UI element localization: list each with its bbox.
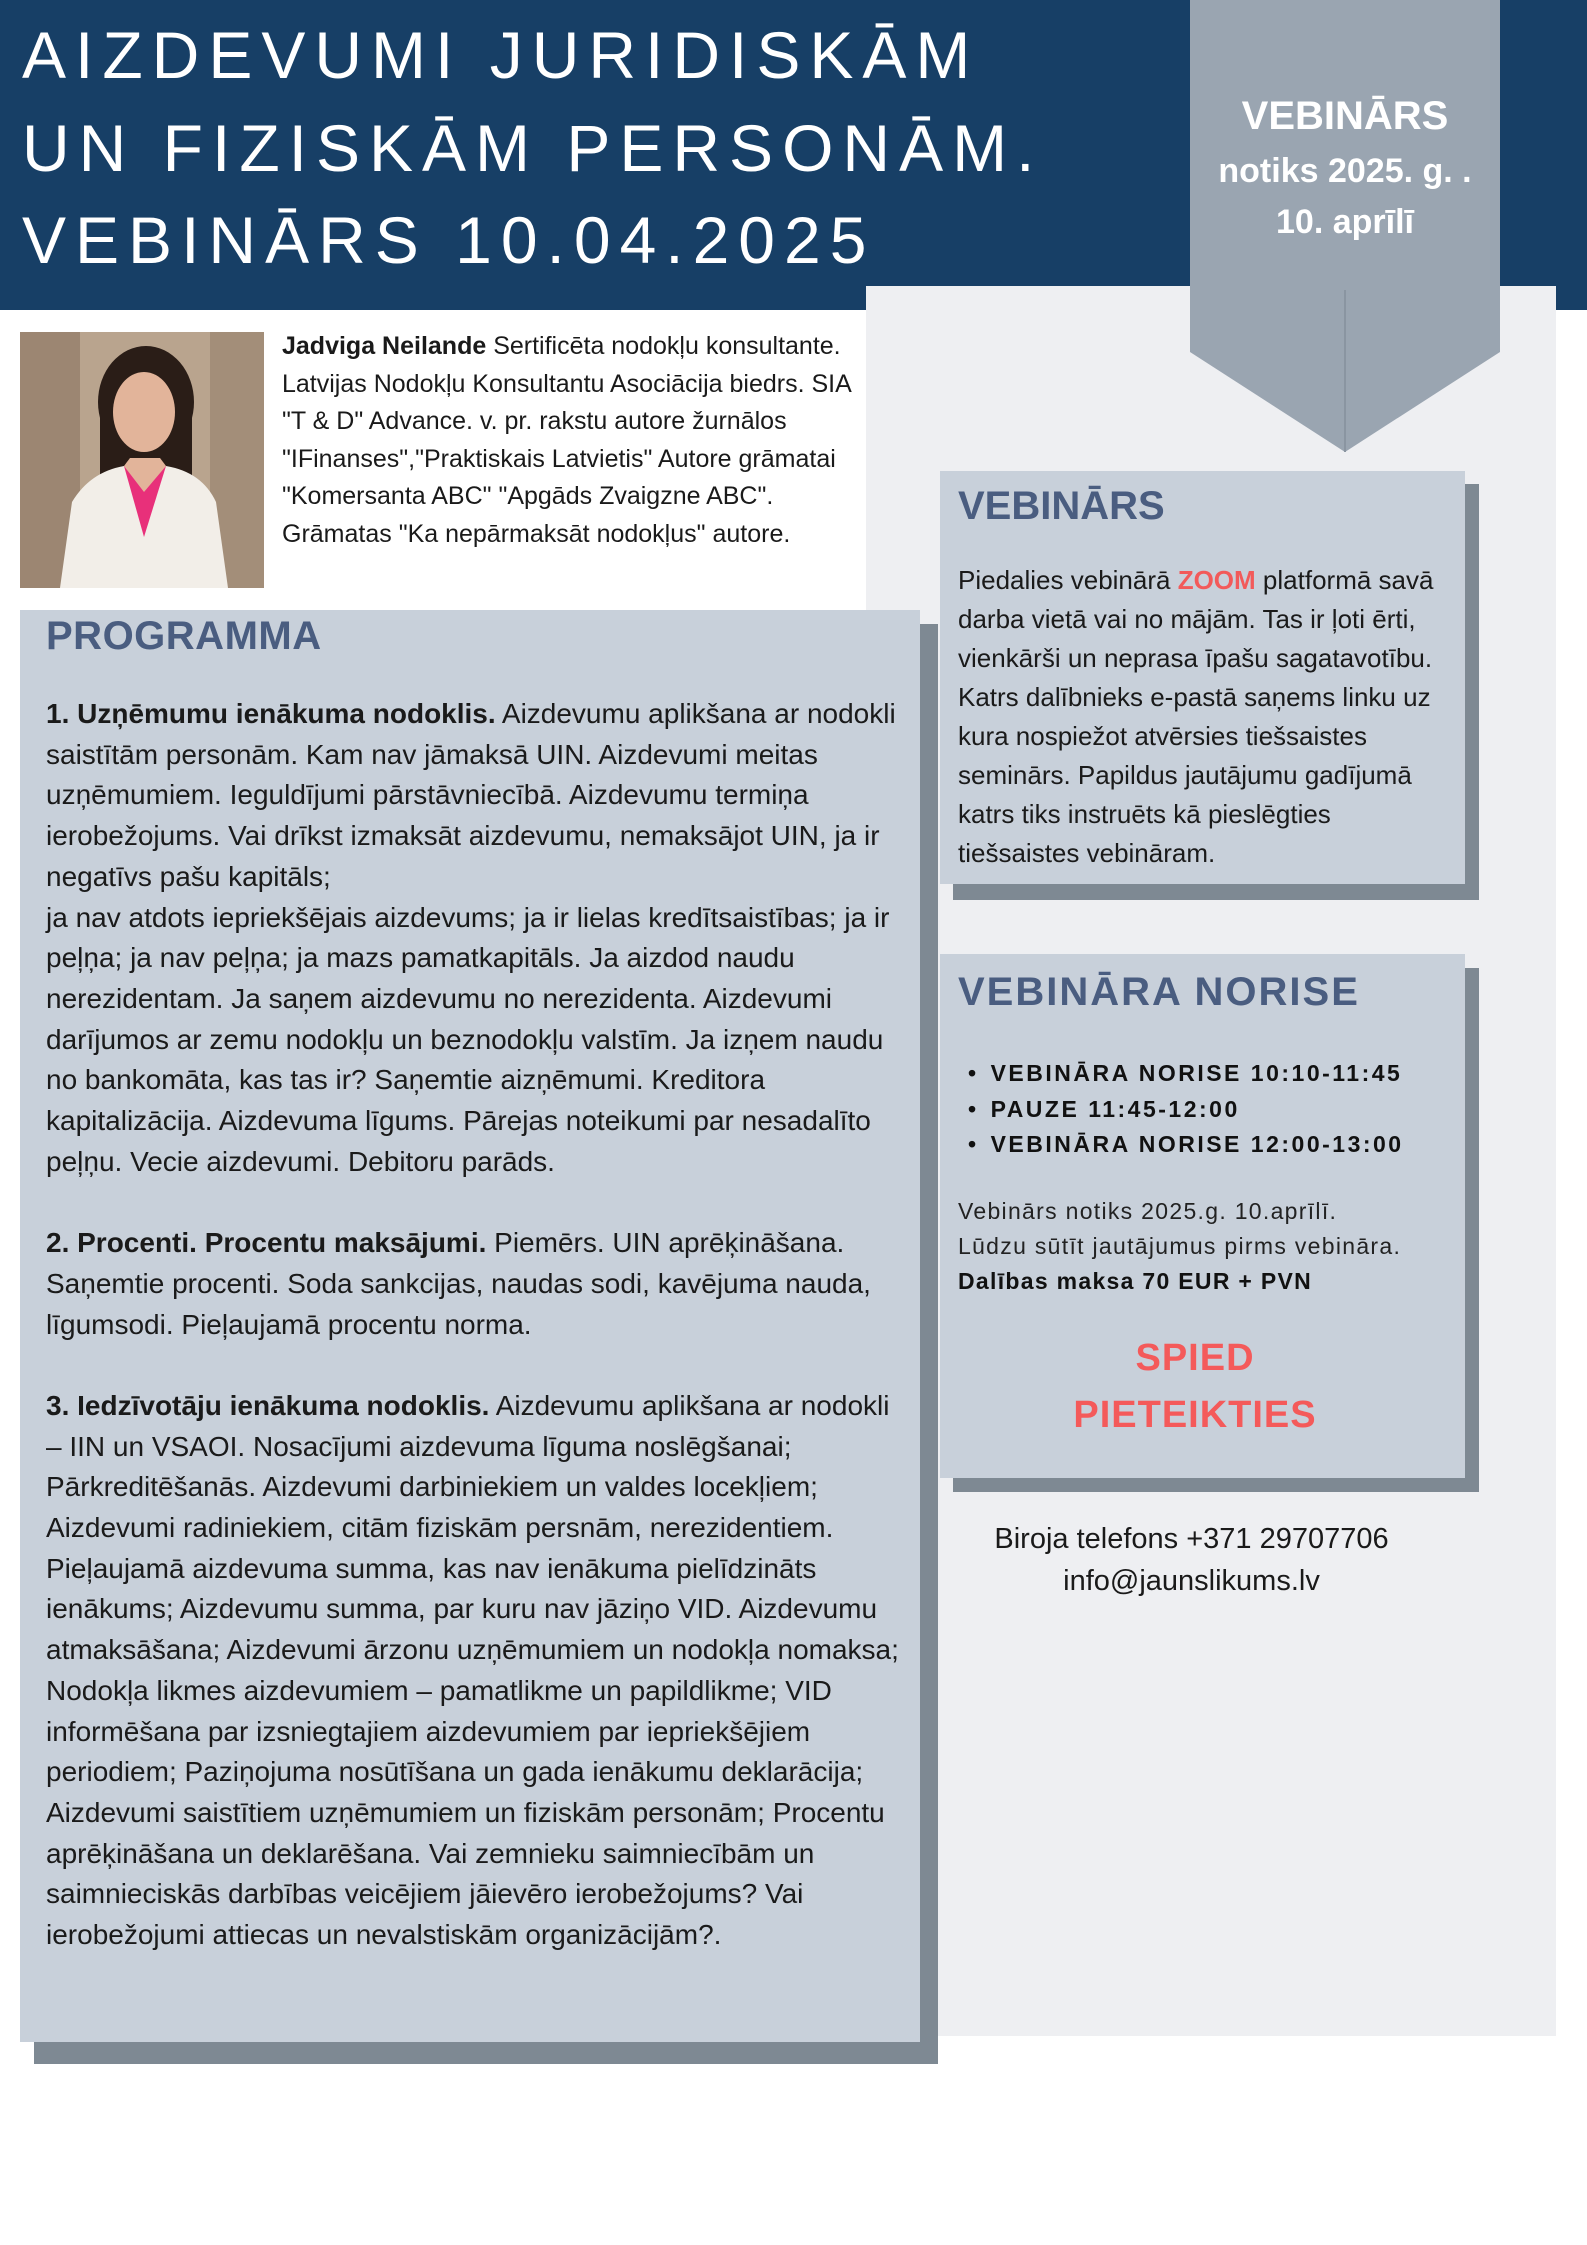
ribbon-line-2: notiks 2025. g. . (1218, 152, 1472, 190)
programma-section-1 (46, 694, 912, 898)
office-phone: Biroja telefons +371 29707706 (994, 1523, 1389, 1555)
schedule-list (968, 1056, 1404, 1163)
schedule-item-3: • VEBINĀRA NORISE 12:00-13:00 (968, 1127, 1404, 1163)
price-text: Dalības maksa 70 EUR + PVN (958, 1268, 1313, 1294)
schedule-item-1: • VEBINĀRA NORISE 10:10-11:45 (968, 1056, 1404, 1092)
contact-block (940, 1518, 1443, 1602)
section-1-text: Aizdevumu aplikšana ar nodokli saistītām personām. Kam nav jāmaksā UIN. Aizdevumi meitas uzņēmumiem. Ieguldījumi pārstāvniecībā. Aizdevumu termiņa ierobežojums. Vai drīkst izmaksāt aizdevumu, nemaksājot UIN, ja ir negatīvs pašu kapitāls; (46, 698, 896, 892)
norise-title: VEBINĀRA NORISE (958, 970, 1360, 1014)
speaker-name: Jadviga Neilande (282, 332, 487, 360)
speaker-bio (282, 328, 862, 553)
email-link[interactable]: info@jaunslikums.lv (1063, 1565, 1320, 1597)
title-line-1: AIZDEVUMI JURIDISKĀM (22, 18, 980, 92)
programma-section-3 (46, 1386, 912, 1956)
programma-section-1-cont: ja nav atdots iepriekšējais aizdevums; ja ir lielas kredītsaistības; ja ir peļņa; ja nav peļņa; ja mazs pamatkapitāls. Ja aizdod naudu nerezidentam. Ja saņem aizdevumu no nerezidenta. Aizdevumi darījumos ar zemu nodokļu un beznodokļu valstīm. Ja izņem naudu no bankomāta, kas tas ir? Saņemtie aizņēmumi. Kreditora kapitalizācija. Aizdevuma līgums. Pārejas noteikumi par nesadalīto peļņu. Vecie aizdevumi. Debitoru parāds. (46, 901, 890, 1177)
apply-line-1: SPIED (1135, 1337, 1255, 1379)
norise-info (958, 1194, 1468, 1299)
vebinars-body (958, 561, 1458, 873)
ribbon-line-3: 10. aprīlī (1276, 203, 1414, 241)
title-line-2: UN FIZISKĀM PERSONĀM. (22, 111, 1044, 185)
questions-note: Lūdzu sūtīt jautājumus pirms vebināra. (958, 1233, 1402, 1259)
ribbon-text (1190, 86, 1500, 248)
programma-title: PROGRAMMA (46, 614, 322, 658)
section-3-heading: 3. Iedzīvotāju ienākuma nodoklis. (46, 1389, 490, 1421)
zoom-label: ZOOM (1177, 565, 1256, 595)
speaker-photo (20, 332, 264, 588)
section-2-text: Piemērs. UIN aprēķināšana. Saņemtie procenti. Soda sankcijas, naudas sodi, kavējuma nauda, līgumsodi. Pieļaujamā procentu norma. (46, 1227, 871, 1340)
apply-button[interactable] (1030, 1330, 1360, 1444)
vebinars-text-after: platformā savā darba vietā vai no mājām. Tas ir ļoti ērti, vienkārši un neprasa īpašu sagatavotību. Katrs dalībnieks e-pastā saņems linku uz kura nospiežot atvērsies tiešsaistes seminārs. Papildus jautājumu gadījumā katrs tiks instruēts kā pieslēgties tiešsaistes vebināram. (958, 565, 1434, 868)
section-1-heading: 1. Uzņēmumu ienākuma nodoklis. (46, 698, 496, 729)
section-3-text: Aizdevumu aplikšana ar nodokli – IIN un VSAOI. Nosacījumi aizdevuma līguma noslēgšanai; Pārkreditēšanās. Aizdevumi darbiniekiem un valdes locekļiem; Aizdevumi radiniekiem, citām fiziskām persnām, nerezidentiem. Pieļaujamā aizdevuma summa, kas nav ienākuma pielīdzināts ienākums; Aizdevumu summa, par kuru nav jāziņo VID. Aizdevumu atmaksāšana; Aizdevumi ārzonu uzņēmumiem un nodokļa nomaksa; Nodokļa likmes aizdevumiem – pamatlikme un papildlikme; VID informēšana par izsniegtajiem aizdevumiem par iepriekšējiem periodiem; Paziņojuma nosūtīšana un gada ienākumu deklarācija; Aizdevumi saistītiem uzņēmumiem un fiziskām personām; Procentu aprēķināšana un deklarēšana. Vai zemnieku saimniecībām un saimnieciskās darbības veicējiem jāievēro ierobežojums? Vai ierobežojumi attiecas un nevalstiskām organizācijām?. (46, 1389, 899, 1951)
title-line-3: VEBINĀRS 10.04.2025 (22, 203, 876, 277)
schedule-item-2: • PAUZE 11:45-12:00 (968, 1092, 1404, 1128)
programma-section-2 (46, 1223, 912, 1345)
speaker-description: Sertificēta nodokļu konsultante. Latvijas Nodokļu Konsultantu Asociācija biedrs. SIA "T & D" Advance. v. pr. rakstu autore žurnālos "IFinanses","Praktiskais Latvietis" Autore grāmatai "Komersanta ABC" "Apgāds Zvaigzne ABC". Grāmatas "Ka nepārmaksāt nodokļus" autore. (282, 332, 851, 548)
section-2-heading: 2. Procenti. Procentu maksājumi. (46, 1227, 487, 1259)
vebinars-title: VEBINĀRS (958, 484, 1165, 528)
apply-line-2: PIETEIKTIES (1073, 1394, 1317, 1436)
ribbon-line-1: VEBINĀRS (1241, 94, 1449, 138)
programma-body (46, 694, 912, 1996)
vebinars-text-before: Piedalies vebinārā (958, 565, 1178, 595)
webinar-date-note: Vebinārs notiks 2025.g. 10.aprīlī. (958, 1198, 1338, 1224)
